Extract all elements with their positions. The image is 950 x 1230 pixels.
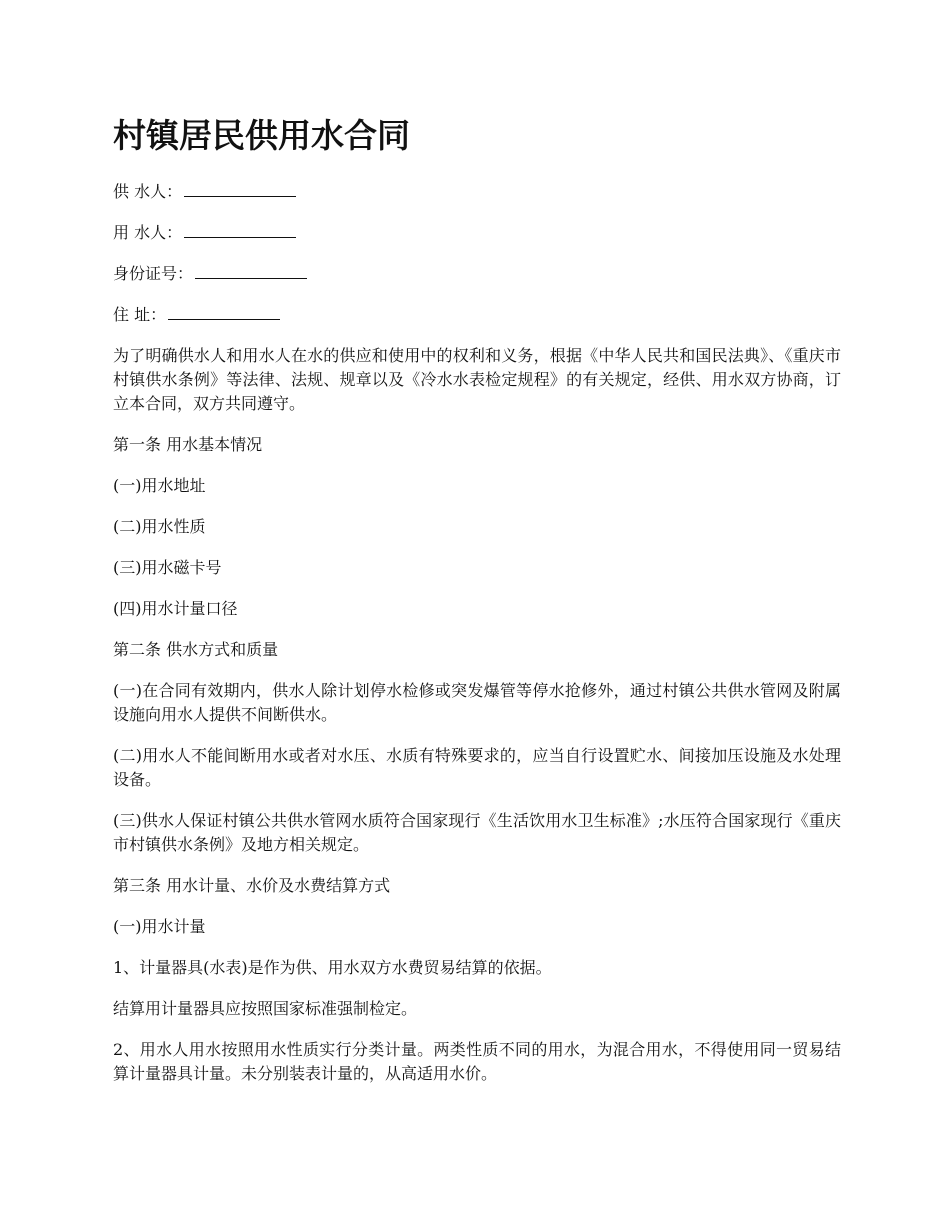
clause-paragraph: 结算用计量器具应按照国家标准强制检定。 xyxy=(113,999,418,1018)
field-id-number xyxy=(113,262,841,286)
clause-paragraph: 2、用水人用水按照用水性质实行分类计量。两类性质不同的用水，为混合用水，不得使用同一贸易结算计量器具计量。未分别装表计量的，从高适用水价。 xyxy=(113,1040,841,1083)
field-label: 用 水人： xyxy=(113,223,183,242)
field-label: 住 址： xyxy=(113,305,167,324)
blank-line xyxy=(195,263,307,279)
clause-item: (二)用水性质 xyxy=(113,517,206,536)
field-water-user xyxy=(113,221,841,245)
article-heading: 第一条 用水基本情况 xyxy=(113,435,263,454)
clause-paragraph: 1、计量器具(水表)是作为供、用水双方水费贸易结算的依据。 xyxy=(113,958,552,977)
document-title: 村镇居民供用水合同 xyxy=(113,116,410,155)
clause-item: (一)用水地址 xyxy=(113,476,206,495)
article-heading: 第二条 供水方式和质量 xyxy=(113,640,279,659)
clause-item: (四)用水计量口径 xyxy=(113,599,238,618)
field-label: 供 水人： xyxy=(113,182,183,201)
clause-item: (三)用水磁卡号 xyxy=(113,558,222,577)
article-heading: 第三条 用水计量、水价及水费结算方式 xyxy=(113,876,391,895)
preamble-paragraph: 为了明确供水人和用水人在水的供应和使用中的权利和义务，根据《中华人民共和国民法典》、《重庆市村镇供水条例》等法律、法规、规章以及《冷水水表检定规程》的有关规定，经供、用水双方协商，订立本合同，双方共同遵守。 xyxy=(113,346,841,413)
document-page xyxy=(113,110,841,1103)
field-water-supplier xyxy=(113,180,841,204)
field-label: 身份证号： xyxy=(113,264,194,283)
blank-line xyxy=(184,222,296,238)
blank-line xyxy=(184,181,296,197)
field-address xyxy=(113,303,841,327)
clause-item: (一)用水计量 xyxy=(113,917,206,936)
clause-paragraph: (二)用水人不能间断用水或者对水压、水质有特殊要求的，应当自行设置贮水、间接加压设施及水处理设备。 xyxy=(113,746,841,789)
clause-paragraph: (一)在合同有效期内，供水人除计划停水检修或突发爆管等停水抢修外，通过村镇公共供水管网及附属设施向用水人提供不间断供水。 xyxy=(113,681,841,724)
clause-paragraph: (三)供水人保证村镇公共供水管网水质符合国家现行《生活饮用水卫生标准》;水压符合国家现行《重庆市村镇供水条例》及地方相关规定。 xyxy=(113,811,841,854)
blank-line xyxy=(168,304,280,320)
